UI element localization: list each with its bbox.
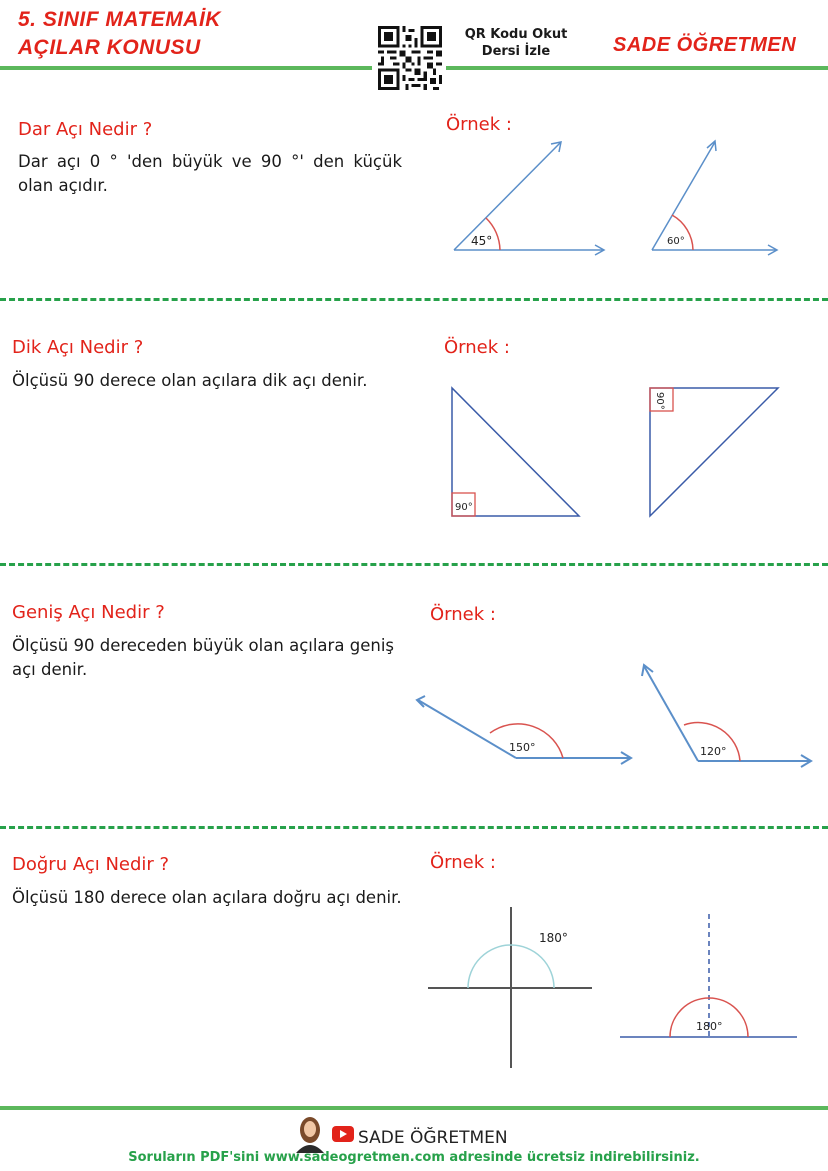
section-divider bbox=[0, 826, 828, 829]
qr-caption-line-2: Dersi İzle bbox=[481, 44, 551, 59]
right-angle-figures bbox=[440, 380, 828, 530]
footer-rule bbox=[0, 1106, 828, 1110]
brand-name: SADE ÖĞRETMEN bbox=[613, 34, 797, 56]
straight-angle-figures bbox=[420, 900, 820, 1072]
section-title-obtuse: Geniş Açı Nedir ? bbox=[12, 602, 165, 623]
section-body-straight: Ölçüsü 180 derece olan açılara doğru açı denir. bbox=[12, 888, 402, 907]
example-label-obtuse: Örnek : bbox=[430, 604, 496, 625]
section-divider bbox=[0, 563, 828, 566]
ray bbox=[644, 666, 698, 761]
title-line-2: AÇILAR KONUSU bbox=[18, 36, 201, 59]
angle-label-150: 150° bbox=[509, 741, 536, 754]
angle-label-120: 120° bbox=[700, 745, 727, 758]
header-rule-left bbox=[0, 66, 372, 70]
arrowhead bbox=[707, 141, 716, 151]
angle-label-90: 90° bbox=[455, 502, 473, 513]
ray bbox=[652, 142, 715, 250]
obtuse-angle-figures bbox=[410, 655, 828, 780]
example-label-acute: Örnek : bbox=[446, 114, 512, 135]
section-divider bbox=[0, 298, 828, 301]
section-title-acute: Dar Açı Nedir ? bbox=[18, 119, 153, 140]
angle-label-60: 60° bbox=[667, 236, 685, 247]
example-label-straight: Örnek : bbox=[430, 852, 496, 873]
section-title-right: Dik Açı Nedir ? bbox=[12, 337, 144, 358]
channel-name[interactable]: SADE ÖĞRETMEN bbox=[358, 1128, 508, 1148]
worksheet-title bbox=[18, 6, 221, 62]
angle-label-45: 45° bbox=[471, 234, 493, 248]
section-body-obtuse: Ölçüsü 90 dereceden büyük olan açılara geniş açı denir. bbox=[12, 636, 394, 679]
section-title-straight: Doğru Açı Nedir ? bbox=[12, 854, 170, 875]
qr-caption bbox=[448, 26, 584, 60]
qr-caption-line-1: QR Kodu Okut bbox=[464, 27, 568, 42]
acute-angle-figures bbox=[440, 130, 828, 270]
angle-label-180: 180° bbox=[696, 1020, 723, 1033]
right-triangle-1 bbox=[452, 388, 579, 516]
teacher-avatar bbox=[290, 1113, 330, 1153]
angle-label-180: 180° bbox=[539, 931, 568, 945]
header-rule-right bbox=[446, 66, 828, 70]
right-triangle-2 bbox=[650, 388, 778, 516]
footer-website-note: Soruların PDF'sini www.sadeogretmen.com adresinde ücretsiz indirebilirsiniz. bbox=[128, 1150, 700, 1165]
youtube-icon[interactable] bbox=[332, 1126, 354, 1142]
ray bbox=[418, 700, 516, 758]
title-line-1: 5. SINIF MATEMAİK bbox=[18, 8, 221, 31]
section-body-acute: Dar açı 0 ° 'den büyük ve 90 °' den küçük olan açıdır. bbox=[18, 152, 402, 195]
angle-label-90-rotated: 90° bbox=[654, 392, 665, 410]
qr-code[interactable] bbox=[378, 26, 442, 90]
example-label-right: Örnek : bbox=[444, 337, 510, 358]
section-body-right: Ölçüsü 90 derece olan açılara dik açı denir. bbox=[12, 371, 368, 390]
